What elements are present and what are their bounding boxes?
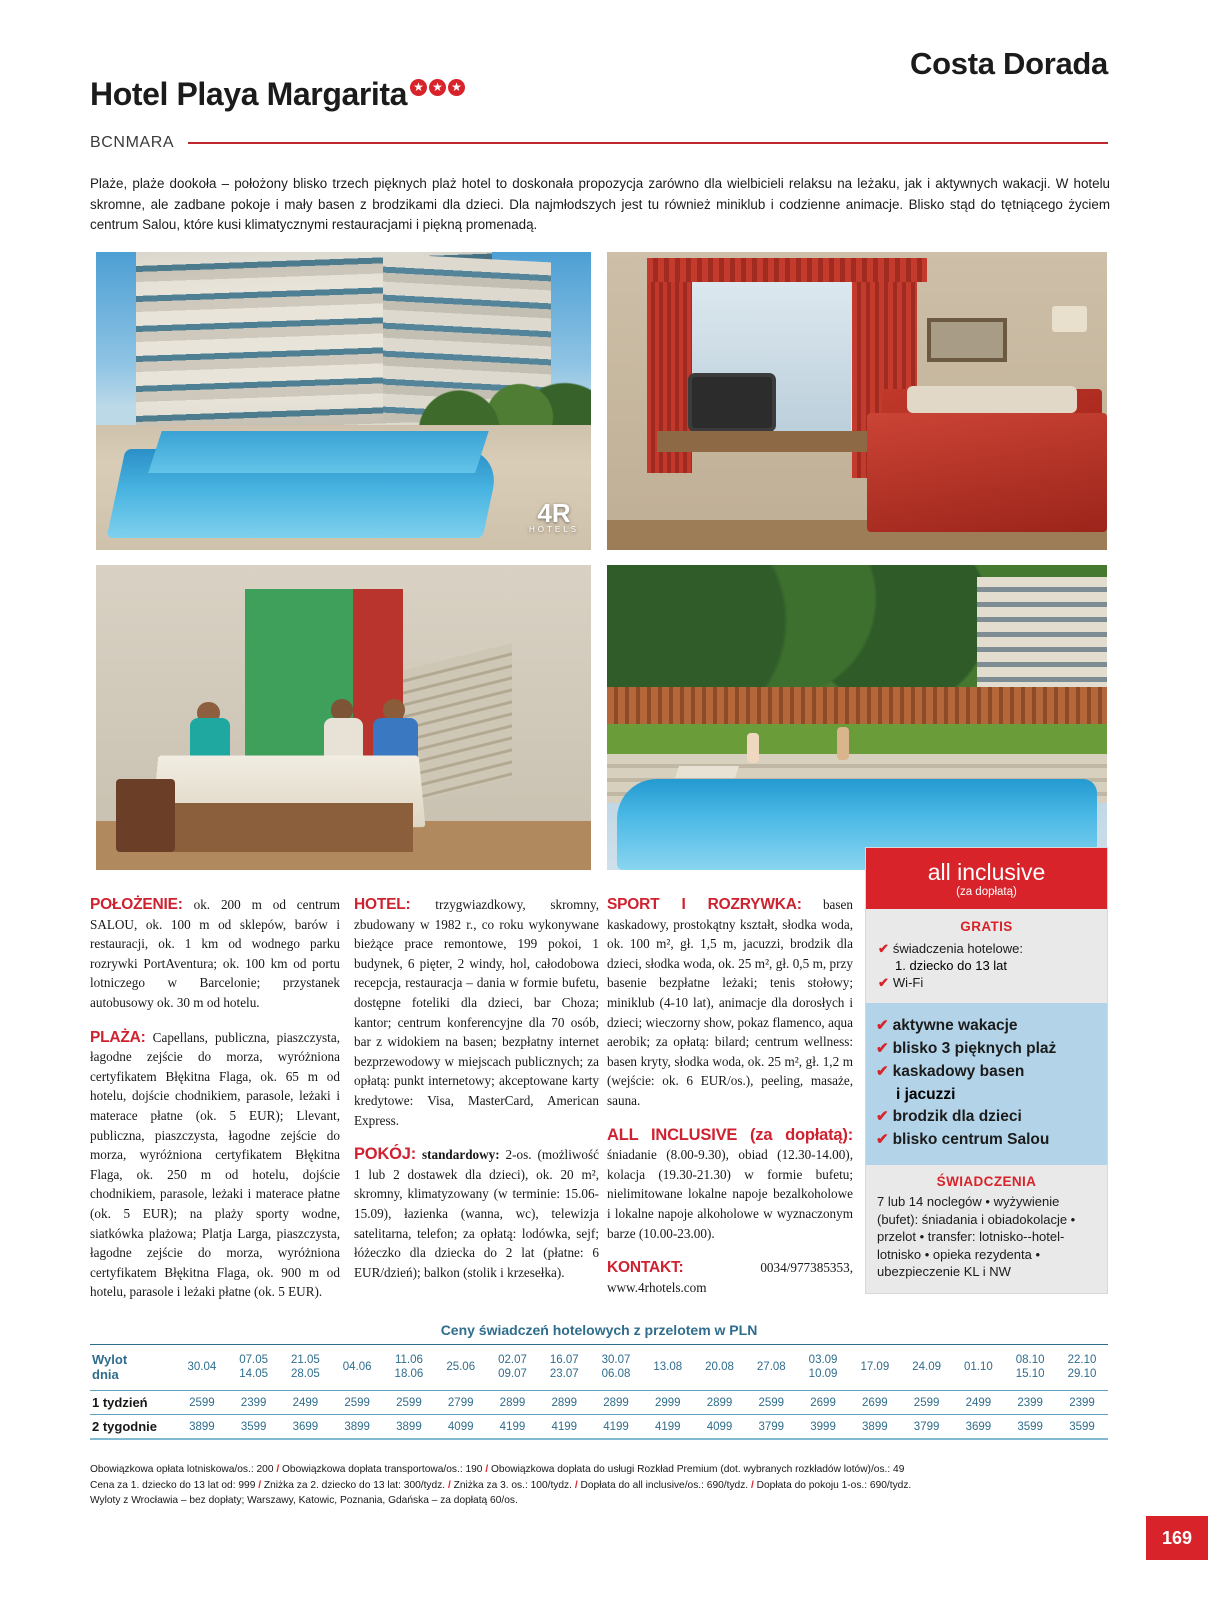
info-column-location <box>90 895 340 1317</box>
price-cell: 2599 <box>189 1396 215 1409</box>
list-item-label: świadczenia hotelowe: <box>892 941 1023 957</box>
footnote-line <box>90 1478 1110 1494</box>
footnote-separator: / <box>574 1479 581 1491</box>
list-item <box>878 940 1095 957</box>
footnote-part: Zniżka za 2. dziecko do 13 lat: 300/tydz. <box>263 1479 446 1491</box>
hotel-code-row <box>90 134 1108 152</box>
price-cell: 3899 <box>396 1420 422 1433</box>
list-item-label: brodzik dla dzieci <box>892 1108 1022 1126</box>
all-inclusive-title: all inclusive <box>927 859 1046 885</box>
column-header-date: 02.07 09.07 <box>498 1354 527 1380</box>
column-header-date: 01.10 <box>963 1361 993 1373</box>
section-body: basen kaskadowy, prostokątny kształt, słodka woda, ok. 100 m², gł. 1,5 m, jacuzzi, brodzik dla dzieci, słodka woda, ok. 25 m², gł. 0,5 m, przy basenie bezpłatne leżaki; tenis stołowy; miniklub (4-10 lat), animacje dla dorosłych i dzieci; wieczorny show, pokaz flamenco, aqua aerobik; za opłatą: bilard; centrum wellness: basen kryty, słodka woda, ok. 25 m², gł. 1,2 m (wejście: ok. 6 EUR/os.), peeling, masaże, sauna. <box>607 897 853 1108</box>
photo-garden-pool <box>607 565 1107 870</box>
section-sport <box>607 895 853 1111</box>
swiadczenia-section <box>866 1165 1107 1293</box>
info-column-hotel <box>354 895 599 1297</box>
star-icon <box>410 79 427 96</box>
price-cell: 2599 <box>913 1396 940 1409</box>
column-header-date: 27.08 <box>756 1361 786 1373</box>
price-cell: 3699 <box>292 1420 319 1433</box>
list-item <box>876 1129 1097 1151</box>
price-cell: 2799 <box>447 1396 474 1409</box>
check-icon: ✔ <box>876 1131 889 1149</box>
hotel-code: BCNMARA <box>90 134 175 151</box>
section-heading: POKÓJ: <box>354 1145 417 1164</box>
photo-hotel-exterior-pool <box>96 252 591 550</box>
section-all-inclusive <box>607 1126 853 1244</box>
check-icon: ✔ <box>876 1017 889 1035</box>
footnote-separator: / <box>750 1479 757 1491</box>
row-label: 1 tydzień <box>92 1395 148 1410</box>
footnote-part: Zniżka za 3. os.: 100/tydz. <box>453 1479 572 1491</box>
price-cell: 3699 <box>965 1420 992 1433</box>
hotel-title-row <box>90 78 465 110</box>
price-cell: 2899 <box>706 1396 733 1409</box>
footnote-separator: / <box>276 1464 282 1475</box>
list-item <box>876 1106 1097 1128</box>
list-item <box>876 1015 1097 1037</box>
list-item-label: kaskadowy basen <box>892 1063 1025 1081</box>
section-body: ok. 200 m od centrum SALOU, ok. 100 m od sklepów, barów i restauracji, ok. 1 km od wodnego parku rozrywki PortAventura; ok. 100 km od portu lotniczego w Barcelonie; przystanek autobusowy ok. 30 m od hotelu. <box>90 897 340 1010</box>
price-cell: 3899 <box>189 1420 215 1433</box>
divider <box>188 142 1108 144</box>
check-icon: ✔ <box>878 975 889 991</box>
page-number: 169 <box>1146 1516 1208 1560</box>
price-cell: 2699 <box>810 1396 836 1409</box>
price-cell: 2399 <box>1017 1396 1043 1409</box>
list-item-label: blisko centrum Salou <box>892 1131 1050 1149</box>
swiadczenia-body: 7 lub 14 noclegów • wyżywienie (bufet): śniadania i obiadokolacje • przelot • transfer: lotnisko--hotel-lotnisko • opieka rezydenta • ubezpieczenie KL i NW <box>877 1194 1076 1280</box>
section-heading: PLAŻA: <box>90 1028 146 1046</box>
all-inclusive-subtitle: (za dopłatą) <box>956 886 1017 899</box>
check-icon: ✔ <box>876 1063 889 1081</box>
price-cell: 2899 <box>603 1396 629 1409</box>
price-cell: 2499 <box>965 1396 992 1409</box>
price-cell: 4199 <box>654 1420 681 1433</box>
price-cell: 2399 <box>240 1396 267 1409</box>
column-header-wylot: Wylot dnia <box>92 1352 128 1382</box>
price-cell: 4199 <box>499 1420 526 1433</box>
list-item <box>878 974 1095 991</box>
price-cell: 2399 <box>1069 1396 1095 1409</box>
price-cell: 3799 <box>758 1420 785 1433</box>
section-heading: KONTAKT: <box>607 1259 684 1277</box>
footnote-part: Obowiązkowa dopłata do usługi Rozkład Premium (dot. wybranych rozkładów lotów)/os.: 49 <box>491 1464 905 1475</box>
list-item-label: blisko 3 pięknych plaż <box>892 1040 1057 1058</box>
section-heading: HOTEL: <box>354 896 411 913</box>
footnote-line: Wyloty z Wrocławia – bez dopłaty; Warszawy, Katowic, Poznania, Gdańska – za dopłatą 60/os. <box>90 1495 518 1506</box>
photo-hotel-room <box>607 252 1107 550</box>
page-title: Hotel Playa Margarita <box>90 76 408 112</box>
section-body: 2-os. (możliwość 1 lub 2 dostawek dla dzieci), ok. 20 m², skromny, klimatyzowany (w terminie: 15.06-15.09), łazienka (wanna, wc), telewizja satelitarna, telefon; za opłatą: lodówka, sejf; łóżeczko dla dziecka do 2 lat (płatne: 6 EUR/dzień); balkon (stolik i krzesełka). <box>354 1147 599 1280</box>
section-heading: POŁOŻENIE: <box>90 896 183 913</box>
price-cell: 2899 <box>499 1396 526 1409</box>
row-label: 2 tygodnie <box>92 1419 158 1434</box>
column-header-date: 22.10 29.10 <box>1067 1354 1097 1380</box>
all-inclusive-header <box>866 848 1107 909</box>
price-cell: 4199 <box>603 1420 629 1433</box>
price-cell: 3599 <box>1017 1420 1043 1433</box>
list-item <box>876 1061 1097 1083</box>
list-item-label: aktywne wakacje <box>892 1017 1018 1035</box>
footnote-separator: / <box>485 1464 491 1475</box>
gratis-section <box>866 909 1107 1003</box>
price-cell: 3799 <box>913 1420 940 1433</box>
column-header-date: 13.08 <box>653 1361 683 1373</box>
section-plaza <box>90 1028 340 1302</box>
column-header-date: 21.05 28.05 <box>291 1354 320 1380</box>
section-body: trzygwiazdkowy, skromny, zbudowany w 1982 r., co roku wykonywane bieżące prace remontowe, 199 pokoi, 1 budynek, 6 pięter, 2 windy, hol, całodobowa recepcja, restauracja – dania w formie bufetu, dostępne foteliki dla dzieci, bar Choza; kantor; centrum konferencyjne dla 70 osób, bar z widokiem na basen; bezpłatny internet bezprzewodowy w miejscach publicznych; za opłatą: punkt internetowy; akceptowane karty kredytowe: Visa, MasterCard, American Express. <box>354 897 599 1128</box>
section-hotel <box>354 895 599 1130</box>
section-body: Capellans, publiczna, piaszczysta, łagodne zejście do morza, wyróżniona certyfikatem Błękitna Flaga, ok. 65 m od hotelu, dojście chodnikiem, parasole, leżaki i materace płatne (ok. 5 EUR); Llevant, publiczna, piaszczysta, łagodne zejście do morza, wyróżniona certyfikatem Błękitna Flaga, ok. 250 m od hotelu, dojście chodnikiem, parasole, leżaki i materace płatne (ok. 5 EUR); na plaży sporty wodne, siatkówka plażowa; Platja Larga, piaszczysta, łagodne zejście do morza, wyróżniona certyfikatem Błękitna Flaga, ok. 900 m od hotelu, parasole i leżaki płatne (ok. 5 EUR). <box>90 1029 340 1300</box>
column-header-date: 17.09 <box>860 1361 890 1373</box>
table-row <box>90 1415 1108 1440</box>
region-label: Costa Dorada <box>910 46 1108 81</box>
section-polozenie <box>90 895 340 1013</box>
footnote-part: Obowiązkowa dopłata transportowa/os.: 190 <box>282 1464 483 1475</box>
column-header-date: 03.09 10.09 <box>808 1354 838 1380</box>
column-header-date: 16.07 23.07 <box>549 1354 579 1380</box>
column-header-date: 25.06 <box>446 1361 476 1373</box>
price-cell: 2999 <box>654 1396 681 1409</box>
photo-lobby-reception <box>96 565 591 870</box>
section-body: 0034/977385353, www.4rhotels.com <box>607 1260 853 1295</box>
list-item-label: Wi-Fi <box>892 975 924 991</box>
gratis-label: GRATIS <box>960 919 1013 935</box>
column-header-date: 04.06 <box>342 1361 372 1373</box>
price-cell: 4099 <box>706 1420 733 1433</box>
footnote-part: Dopłata do all inclusive/os.: 690/tydz. <box>580 1479 749 1491</box>
check-icon: ✔ <box>876 1108 889 1126</box>
highlights-section <box>866 1003 1107 1165</box>
footnote-part: Cena za 1. dziecko do 13 lat od: 999 <box>90 1479 256 1491</box>
price-cell: 2599 <box>344 1396 370 1409</box>
price-cell: 2899 <box>551 1396 578 1409</box>
price-cell: 3599 <box>240 1420 267 1433</box>
swiadczenia-label: ŚWIADCZENIA <box>936 1174 1037 1190</box>
list-item-sub: i jacuzzi <box>896 1086 956 1104</box>
section-kontakt <box>607 1258 853 1297</box>
star-icon <box>429 79 446 96</box>
hotel-chain-logo: 4R HOTELS <box>528 498 579 534</box>
column-header-date: 24.09 <box>912 1361 941 1373</box>
footnote-line <box>90 1462 1110 1478</box>
star-rating <box>410 79 465 96</box>
column-header-date: 30.07 06.08 <box>601 1354 631 1380</box>
footnote-separator: / <box>258 1479 264 1491</box>
table-header-row <box>90 1345 1108 1391</box>
price-cell: 2499 <box>292 1396 319 1409</box>
price-table <box>90 1344 1108 1440</box>
price-table-head <box>90 1345 1108 1391</box>
info-column-sport <box>607 895 853 1312</box>
section-pokoj <box>354 1145 599 1282</box>
all-inclusive-panel <box>865 847 1108 1294</box>
footnotes <box>90 1462 1110 1509</box>
section-heading: ALL INCLUSIVE (za dopłatą): <box>607 1125 853 1144</box>
price-cell: 2699 <box>862 1396 888 1409</box>
section-body: śniadanie (8.00-9.30), obiad (12.30-14.00), kolacja (19.30-21.30) w formie bufetu; nielimitowane lokalne napoje bezalkoholowe i lokalne napoje alkoholowe w wyznaczonym barze (10.00-23.00). <box>607 1147 853 1241</box>
price-table-body <box>90 1391 1108 1440</box>
price-cell: 3999 <box>810 1420 836 1433</box>
price-table-title: Ceny świadczeń hotelowych z przelotem w PLN <box>440 1322 758 1338</box>
check-icon: ✔ <box>878 941 889 957</box>
list-item <box>876 1038 1097 1060</box>
column-header-date: 07.05 14.05 <box>239 1354 269 1380</box>
price-cell: 3899 <box>862 1420 888 1433</box>
footnote-part: Obowiązkowa opłata lotniskowa/os.: 200 <box>90 1464 274 1475</box>
section-subheading: standardowy: <box>421 1147 500 1163</box>
footnote-separator: / <box>447 1479 454 1491</box>
column-header-date: 08.10 15.10 <box>1015 1354 1045 1380</box>
list-item-sub: 1. dziecko do 13 lat <box>895 958 1008 974</box>
column-header-date: 20.08 <box>705 1361 734 1373</box>
section-heading: SPORT I ROZRYWKA: <box>607 896 802 913</box>
price-cell: 2599 <box>758 1396 785 1409</box>
price-cell: 3899 <box>344 1420 370 1433</box>
price-cell: 3599 <box>1069 1420 1095 1433</box>
price-cell: 4199 <box>551 1420 578 1433</box>
footnote-part: Dopłata do pokoju 1-os.: 690/tydz. <box>756 1479 912 1491</box>
intro-paragraph: Plaże, plaże dookoła – położony blisko trzech pięknych plaż hotel to doskonała propozycja zarówno dla wielbicieli relaksu na leżaku, jak i aktywnych wakacji. W hotelu skromne, ale zadbane pokoje i mały basen z brodzikami dla dzieci. Dla najmłodszych jest tu również miniklub i codzienne animacje. Blisko stąd do tętniącego życiem centrum Salou, które kusi klimatycznymi restauracjami i piękną promenadą. <box>90 176 1110 232</box>
column-header-date: 11.06 18.06 <box>394 1354 424 1380</box>
price-cell: 2599 <box>396 1396 422 1409</box>
check-icon: ✔ <box>876 1040 889 1058</box>
star-icon <box>448 79 465 96</box>
table-row <box>90 1391 1108 1415</box>
price-cell: 4099 <box>447 1420 474 1433</box>
column-header-date: 30.04 <box>187 1361 217 1373</box>
